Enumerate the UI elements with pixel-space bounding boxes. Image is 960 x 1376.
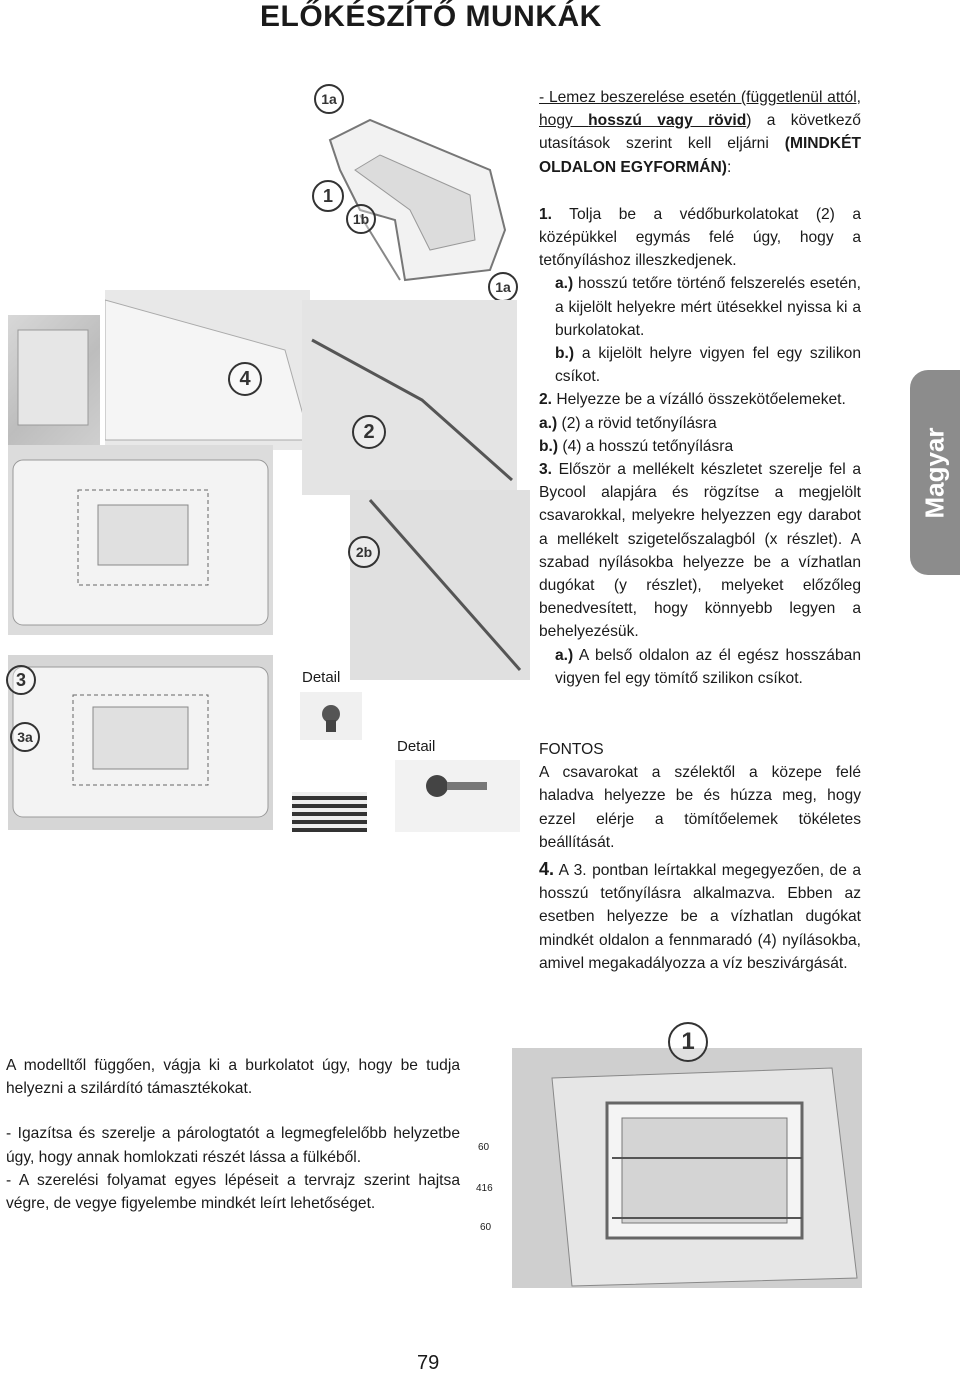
label-2: 2 bbox=[352, 415, 386, 449]
intro-bold-2: (MINDKÉT OLDALON EGYFORMÁN) bbox=[539, 135, 861, 176]
step-3a bbox=[539, 644, 861, 690]
language-tab-label: Magyar bbox=[919, 426, 950, 519]
label-1b: 1b bbox=[346, 204, 376, 234]
step-2a-label: a.) bbox=[539, 414, 558, 432]
step-4-text: A 3. pontban leírtakkal megegyezően, de a hosszú tetőnyílásra alkalmazva. Ebben az esetben helyezze be a vízhatlan dugókat mindkét oldalon a fennmaradó (4) nyílásokba, amivel megakadályozza a víz beszivárgását. bbox=[539, 862, 861, 972]
step-2-text: Helyezze be a vízálló összekötőelemeket. bbox=[552, 391, 846, 409]
intro-text-2: ) a következő utasítások szerint kell eljárni bbox=[539, 112, 861, 153]
note-1: A modelltől függően, vágja ki a burkolatot úgy, hogy be tudja helyezni a szilárdító támasztékokat. bbox=[6, 1057, 460, 1098]
intro-end: : bbox=[726, 158, 732, 176]
detail-label-1: Detail bbox=[302, 669, 341, 686]
intro-text: - Lemez beszerelése esetén (függetlenül attól, hogy bbox=[539, 89, 861, 130]
note-3: - A szerelési folyamat egyes lépéseit a tervrajz szerint hajtsa végre, de vegye figyelembe mindkét leírt lehetőséget. bbox=[6, 1171, 460, 1213]
detail-label-2: Detail bbox=[397, 738, 436, 755]
step-1 bbox=[539, 203, 861, 273]
step-4-block bbox=[539, 858, 861, 975]
page-title: ELŐKÉSZÍTŐ MUNKÁK bbox=[260, 0, 602, 33]
bottom-left-notes bbox=[6, 1054, 460, 1215]
language-tab bbox=[910, 370, 960, 575]
step-3 bbox=[539, 458, 861, 644]
important-text: A csavarokat a szélektől a közepe felé haladva helyezze be és húzza meg, hogy ezzel elérje a tömítőelemek tökéletes beállítását. bbox=[539, 764, 861, 851]
sealing-tape-image bbox=[292, 792, 367, 832]
photo-roof-plate bbox=[8, 445, 273, 635]
photo-evaporator-opening bbox=[512, 1048, 862, 1288]
photo-2b bbox=[350, 490, 530, 680]
intro-paragraph bbox=[539, 86, 861, 179]
step-1a bbox=[539, 272, 861, 342]
step-2 bbox=[539, 388, 861, 411]
step-1b-text: a kijelölt helyre vigyen fel egy szilikon csíkot. bbox=[555, 345, 861, 386]
important-title: FONTOS bbox=[539, 741, 604, 758]
step-4-number: 4. bbox=[539, 859, 555, 879]
page-number: 79 bbox=[417, 1352, 440, 1374]
label-1: 1 bbox=[312, 180, 344, 212]
photo-2 bbox=[302, 300, 517, 495]
step-1a-text: hosszú tetőre történő felszerelés esetén, a kijelölt helyekre mért ütésekkel nyissa ki a burkolatokat. bbox=[555, 275, 861, 339]
step-2-number: 2. bbox=[539, 391, 553, 409]
step-2b-label: b.) bbox=[539, 437, 559, 455]
label-1a-right: 1a bbox=[488, 272, 518, 302]
step-1-text: Tolja be a védőburkolatokat (2) a középükkel egymás felé úgy, hogy a tetőnyíláshoz illeszkedjenek. bbox=[539, 205, 861, 270]
photo-3 bbox=[8, 655, 273, 830]
step-2a-text: (2) a rövid tetőnyílásra bbox=[557, 414, 717, 432]
photo-2a-main bbox=[105, 290, 310, 450]
step-2b-text: (4) a hosszú tetőnyílásra bbox=[558, 437, 734, 455]
photo-2a bbox=[8, 315, 100, 445]
intro-bold: hosszú vagy rövid bbox=[588, 112, 747, 130]
step-2a bbox=[539, 412, 861, 435]
step-3a-text: A belső oldalon az él egész hosszában vigyen fel egy tömítő szilikon csíkot. bbox=[555, 646, 861, 687]
label-3: 3 bbox=[6, 665, 36, 695]
step-3-number: 3. bbox=[539, 461, 553, 479]
step-2b bbox=[539, 435, 861, 458]
label-3a: 3a bbox=[10, 722, 40, 752]
dim-416: 416 bbox=[476, 1183, 493, 1194]
dim-60-bottom: 60 bbox=[480, 1222, 492, 1233]
note-2: - Igazítsa és szerelje a párologtatót a legmegfelelőbb helyzetbe úgy, hogy annak homlokzati részét lássa a fülkéből. bbox=[6, 1125, 460, 1166]
detail-screw-image bbox=[395, 760, 520, 832]
instructions-column bbox=[539, 86, 861, 690]
step-1-number: 1. bbox=[539, 205, 553, 223]
step-3-text: Először a mellékelt készletet szerelje fel a Bycool alapjára és rögzítse a megjelölt csavarokkal, melyekre helyezzen egy darabot a mellékelt szigetelőszalagból (x részlet). A szabad nyílásokba helyezze be a vízhatlan dugókat (y részlet), melyeket előzőleg benedvesített, hogy könnyebb legyen a behelyezésük. bbox=[539, 461, 861, 641]
step-1b bbox=[539, 342, 861, 388]
step-1a-label: a.) bbox=[555, 275, 574, 293]
important-box bbox=[539, 738, 861, 854]
label-bottom-1: 1 bbox=[668, 1022, 708, 1062]
dim-60-top: 60 bbox=[478, 1142, 490, 1153]
detail-plug-image bbox=[300, 692, 362, 740]
step-1b-label: b.) bbox=[555, 345, 575, 363]
step-4 bbox=[539, 858, 861, 975]
label-2b: 2b bbox=[348, 536, 380, 568]
label-4: 4 bbox=[228, 362, 262, 396]
label-1a: 1a bbox=[314, 84, 344, 114]
step-3a-label: a.) bbox=[555, 646, 574, 664]
